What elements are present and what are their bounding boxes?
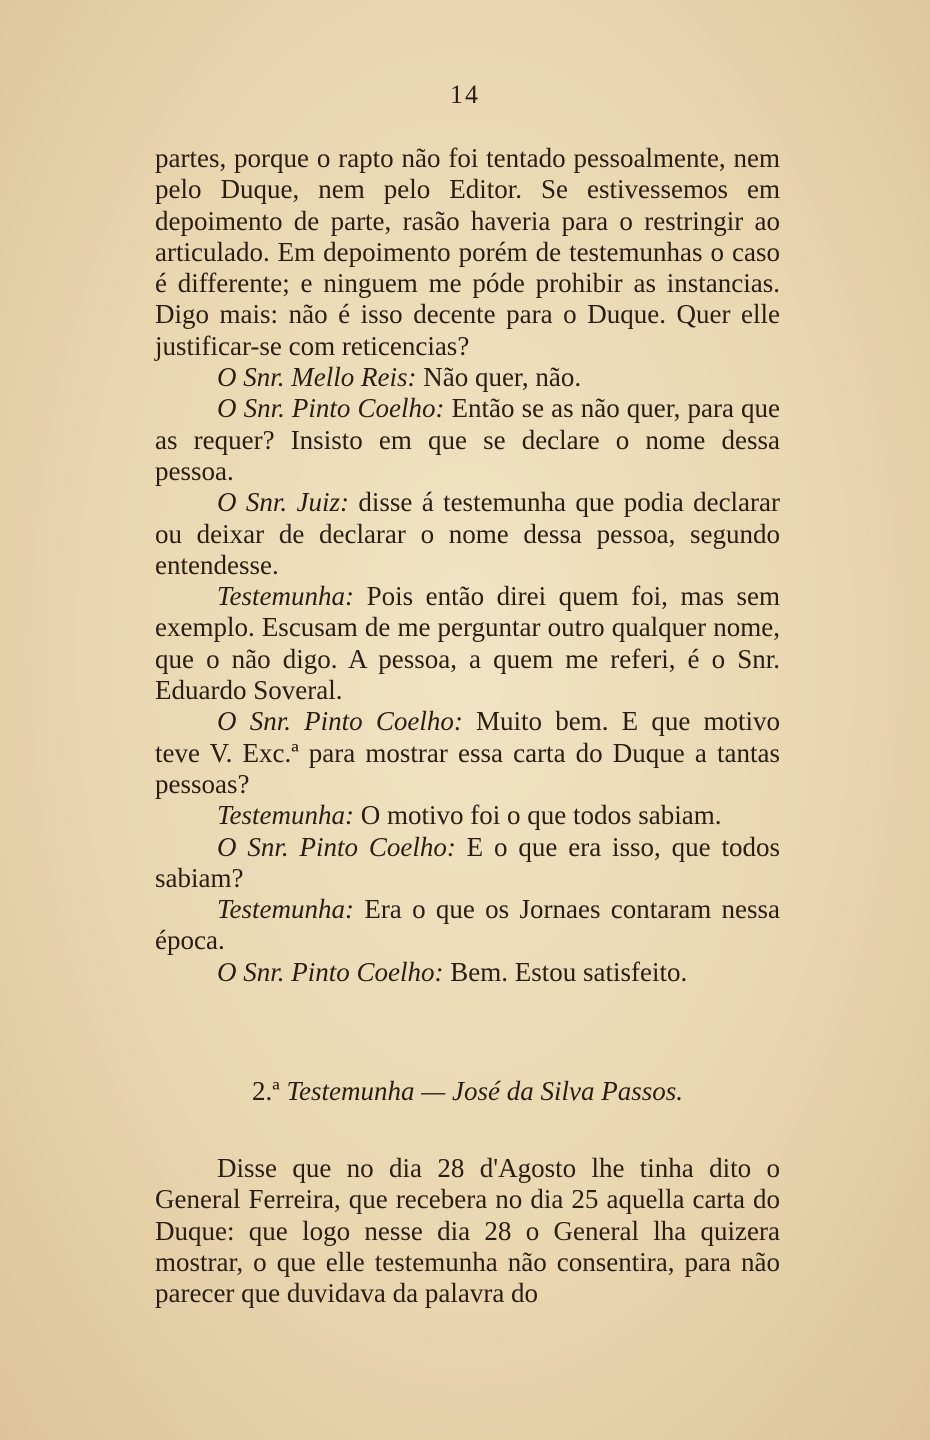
paragraph-text: Era o que os Jornaes contaram nessa época. — [155, 894, 780, 956]
paragraph-text: Bem. Estou satisfeito. — [450, 956, 688, 987]
speaker: O Snr. Pinto Coelho: — [217, 706, 463, 737]
paragraph-text: disse á testemunha que podia declarar ou deixar de declarar o nome dessa pessoa, segundo entendesse. — [155, 487, 781, 580]
paragraph — [155, 362, 780, 393]
witness-number: 2.ª — [252, 1076, 280, 1106]
paragraph — [155, 581, 780, 706]
witness-heading — [155, 1075, 780, 1107]
paragraph — [155, 706, 780, 800]
page-number: 14 — [450, 80, 480, 109]
witness-name: José da Silva Passos. — [452, 1076, 683, 1106]
speaker: Testemunha: — [217, 894, 355, 925]
deposition-text — [155, 1153, 780, 1309]
paragraph-text: Muito bem. E que motivo teve V. Exc.ª para mostrar essa carta do Duque a tantas pessoas? — [155, 706, 780, 799]
paragraph — [155, 143, 780, 362]
paragraph-text: Disse que no dia 28 d'Agosto lhe tinha dito o General Ferreira, que recebera no dia 25 aquella carta do Duque: que logo nesse dia 28 o General lha quizera mostrar, o que elle testemunha não consentira, para não parecer que duvidava da palavra do — [155, 1153, 780, 1309]
paragraph-text: partes, porque o rapto não foi tentado pessoalmente, nem pelo Duque, nem pelo Editor. Se estivessemos em depoimento de parte, rasão haveria para o restringir ao articulado. Em depoimento porém de testemunhas o caso é differente; e ninguem me póde prohibir as instancias. Digo mais: não é isso decente para o Duque. Quer elle justificar-se com reticencias? — [155, 143, 780, 361]
speaker: Testemunha: — [217, 581, 355, 612]
speaker: Testemunha: — [217, 800, 355, 831]
paragraph — [155, 800, 780, 831]
heading-dash: — — [421, 1076, 446, 1106]
speaker: O Snr. Pinto Coelho: — [217, 393, 445, 424]
paragraph-text: Pois então direi quem foi, mas sem exemplo. Escusam de me perguntar outro qualquer nome, que o não digo. A pessoa, a quem me referi, é o Snr. Eduardo Soveral. — [155, 581, 781, 706]
paragraph — [155, 393, 780, 487]
paragraph — [155, 894, 780, 957]
paragraph-text: O motivo foi o que todos sabiam. — [360, 800, 722, 831]
witness-label: Testemunha — [286, 1076, 415, 1106]
paragraph-text: Então se as não quer, para que as requer? Insisto em que se declare o nome dessa pessoa. — [155, 393, 781, 486]
speaker: O Snr. Mello Reis: — [217, 362, 417, 393]
paragraph-text: Não quer, não. — [423, 362, 582, 393]
speaker: O Snr. Pinto Coelho: — [217, 831, 456, 862]
paragraph-text: E o que era isso, que todos sabiam? — [155, 831, 780, 893]
paragraph — [155, 487, 780, 581]
speaker: O Snr. Pinto Coelho: — [217, 956, 444, 987]
paragraph — [155, 1153, 780, 1309]
dialogue-text — [155, 143, 780, 988]
paragraph — [155, 832, 780, 895]
speaker: O Snr. Juiz: — [217, 487, 349, 518]
paragraph — [155, 957, 780, 988]
